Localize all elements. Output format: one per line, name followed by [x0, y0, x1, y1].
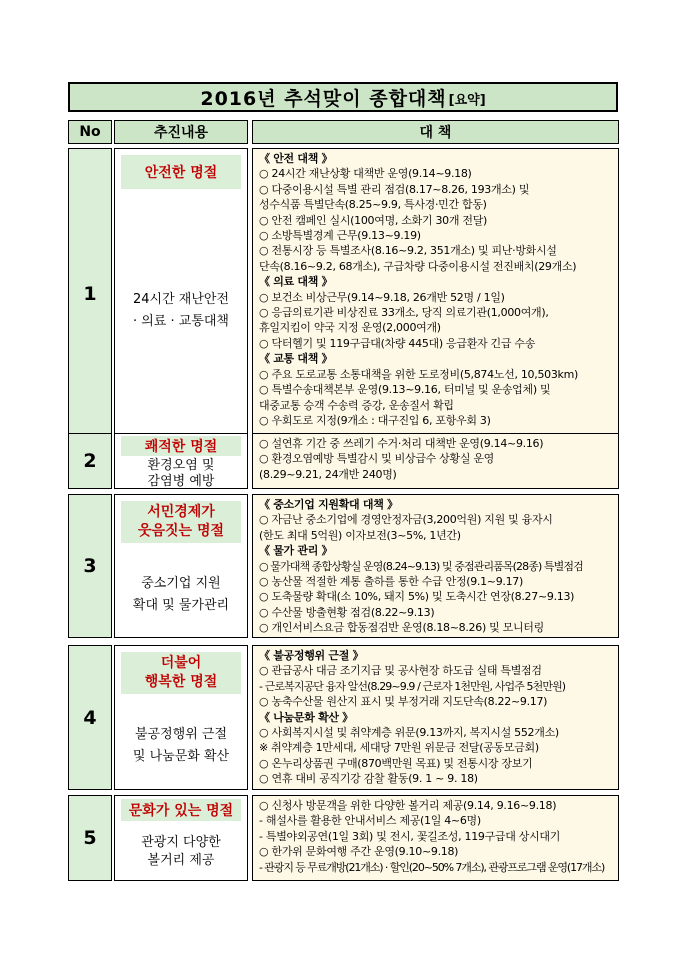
measure-item: - 근로복지공단 융자 알선(8.29~9.9 / 근로자 1천만원, 사업주 5천만원) — [259, 679, 566, 693]
row-5-subtitle: 관광지 다양한 볼거리 제공 — [141, 835, 221, 868]
measure-item: ○ 농축수산물 원산지 표시 및 부정거래 지도단속(8.22~9.17) — [259, 695, 548, 709]
row-5-heading: 문화가 있는 명절 — [121, 799, 241, 821]
measure-item: ○ 온누리상품권 구매(870백만원 목표) 및 전통시장 장보기 — [259, 756, 533, 770]
measure-item: ○ 환경오염예방 특별감시 및 비상급수 상황실 운영 — [259, 452, 494, 466]
title-suffix: [요약] — [448, 93, 486, 108]
measure-item: - 특별야외공연(1일 3회) 및 전시, 꽃길조성, 119구급대 상시대기 — [259, 829, 561, 843]
measure-item: ○ 도축물량 확대(소 10%, 돼지 5%) 및 도축시간 연장(8.27~9.13) — [259, 590, 575, 604]
row-1-measures — [252, 148, 619, 440]
header-no: No — [68, 120, 112, 144]
section-heading: 《 안전 대책 》 — [259, 152, 333, 165]
measure-item: ○ 관급공사 대금 조기지급 및 공사현장 하도급 실태 특별점검 — [259, 664, 542, 678]
measure-item: ○ 개인서비스요금 합동점검반 운영(8.18~8.26) 및 모니터링 — [259, 621, 544, 635]
row-3-topic — [114, 494, 248, 638]
measure-item: ○ 우회도로 지정(9개소 : 대구진입 6, 포항우회 3) — [259, 413, 491, 427]
measure-item: ○ 사회복지시설 및 취약계층 위문(9.13까지, 복지시설 552개소) — [259, 726, 559, 740]
measure-item: ○ 수산물 방출현황 점검(8.22~9.13) — [259, 605, 435, 619]
row-5-topic — [114, 795, 248, 881]
measure-item: (8.29~9.21, 24개반 240명) — [259, 467, 397, 481]
measure-item: ○ 24시간 재난상황 대책반 운영(9.14~9.18) — [259, 167, 472, 181]
measure-item: - 관광지 등 무료개방(21개소) · 할인(20~50% 7개소), 관광프로그램 운영(17개소) — [259, 860, 605, 874]
measure-item: ○ 응급의료기관 비상진료 33개소, 당직 의료기관(1,000여개), — [259, 306, 549, 320]
row-2-topic — [114, 433, 248, 489]
row-2-measures — [252, 433, 619, 489]
section-heading: 《 중소기업 지원확대 대책 》 — [259, 498, 398, 511]
measure-item: ○ 다중이용시설 특별 관리 점검(8.17~8.26, 193개소) 및 — [259, 182, 530, 196]
row-2-heading: 쾌적한 명절 — [121, 436, 241, 456]
row-4-topic — [114, 645, 248, 790]
row-5-measures — [252, 795, 619, 881]
row-4-measures — [252, 645, 619, 790]
measure-item: 성수식품 특별단속(8.25~9.9, 특사경·민간 합동) — [259, 198, 487, 212]
row-4-subtitle: 불공정행위 근절 및 나눔문화 확산 — [132, 727, 230, 764]
section-heading: 《 나눔문화 확산 》 — [259, 710, 353, 724]
row-3-measures — [252, 494, 619, 638]
row-3-heading: 서민경제가 웃음짓는 명절 — [121, 501, 241, 543]
header-topic: 추진내용 — [114, 120, 248, 144]
measure-item: ○ 설연휴 기간 중 쓰레기 수거·처리 대책반 운영(9.14~9.16) — [259, 437, 544, 450]
row-3-subtitle: 중소기업 지원 확대 및 물가관리 — [132, 576, 230, 613]
row-4-heading: 더불어 행복한 명절 — [121, 652, 241, 694]
measure-item: ○ 닥터헬기 및 119구급대(차량 445대) 응급환자 긴급 수송 — [259, 336, 536, 350]
measure-item: ○ 안전 캠페인 실시(100여명, 소화기 30개 전달) — [259, 213, 488, 227]
measure-item: ○ 소방특별경계 근무(9.13~9.19) — [259, 229, 421, 243]
row-1-heading: 안전한 명절 — [121, 155, 241, 189]
row-1-subtitle: 24시간 재난안전 · 의료 · 교통대책 — [132, 292, 230, 329]
section-heading: 《 물가 관리 》 — [259, 544, 333, 558]
measure-item: - 해설사를 활용한 안내서비스 제공(1일 4~6명) — [259, 814, 481, 828]
measure-item: ○ 자금난 중소기업에 경영안정자금(3,200억원) 지원 및 융자시 — [259, 513, 553, 527]
measure-item: ○ 전통시장 등 특별조사(8.16~9.2, 351개소) 및 피난·방화시설 — [259, 244, 557, 258]
measure-item: ○ 보건소 비상근무(9.14~9.18, 26개반 52명 / 1일) — [259, 290, 505, 304]
title-text: 2016년 추석맞이 종합대책 — [200, 87, 447, 110]
measure-item: 단속(8.16~9.2, 68개소), 구급차량 다중이용시설 전진배치(29개소) — [259, 259, 577, 273]
section-heading: 《 불공정행위 근절 》 — [259, 649, 364, 662]
row-1-topic — [114, 148, 248, 440]
measure-item: ○ 신청사 방문객을 위한 다양한 볼거리 제공(9.14, 9.16~9.18) — [259, 799, 557, 812]
measure-item: ○ 물가대책 종합상황실 운영(8.24~9.13) 및 중점관리품목(28종) 특별점검 — [259, 559, 583, 573]
measure-item: ※ 취약계층 1만세대, 세대당 7만원 위문금 전달(공동모금회) — [259, 741, 539, 755]
row-2-subtitle: 환경오염 및 감염병 예방 — [147, 458, 215, 489]
measure-item: (한도 최대 5억원) 이자보전(3~5%, 1년간) — [259, 528, 461, 542]
row-2-number: 2 — [68, 433, 112, 489]
section-heading: 《 교통 대책 》 — [259, 352, 333, 366]
measure-item: ○ 한가위 문화여행 주간 운영(9.10~9.18) — [259, 845, 459, 859]
section-heading: 《 의료 대책 》 — [259, 275, 333, 289]
measure-item: ○ 주요 도로교통 소통대책을 위한 도로정비(5,874노선, 10,503km) — [259, 367, 579, 381]
row-5-number: 5 — [68, 795, 112, 881]
header-measures: 대 책 — [252, 120, 619, 144]
measure-item: ○ 연휴 대비 공직기강 감찰 활동(9. 1 ~ 9. 18) — [259, 772, 478, 786]
measure-item: 휴일지킴이 약국 지정 운영(2,000여개) — [259, 321, 441, 335]
measure-item: ○ 농산물 적절한 계통 출하를 통한 수급 안정(9.1~9.17) — [259, 575, 524, 589]
row-1-number: 1 — [68, 148, 112, 440]
document-title — [68, 82, 618, 112]
measure-item: ○ 특별수송대책본부 운영(9.13~9.16, 터미널 및 운송업체) 및 — [259, 383, 551, 397]
row-4-number: 4 — [68, 645, 112, 790]
row-3-number: 3 — [68, 494, 112, 638]
measure-item: 대중교통 승객 수송력 증강, 운송질서 확립 — [259, 398, 454, 412]
